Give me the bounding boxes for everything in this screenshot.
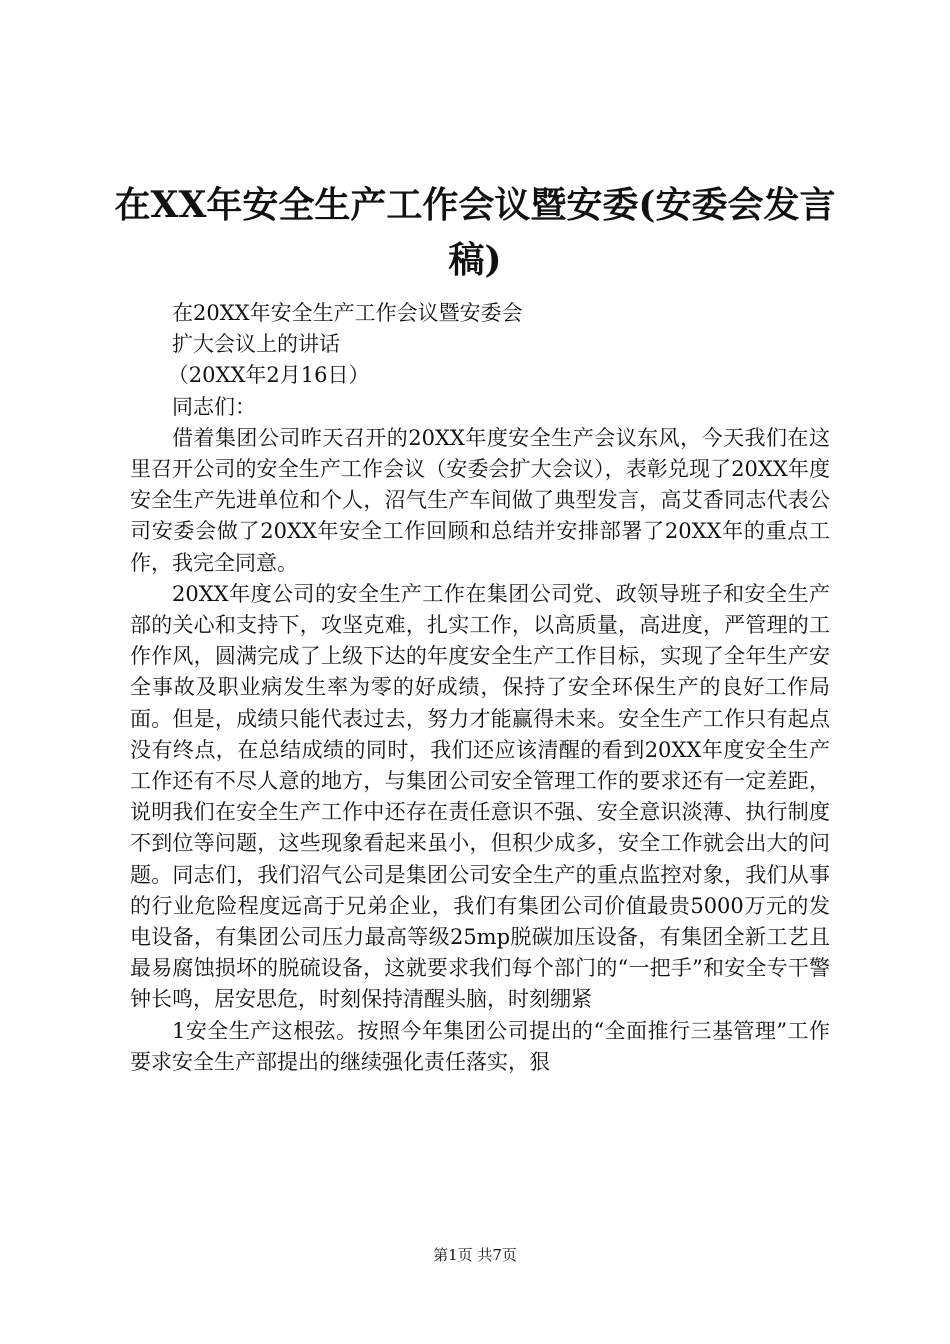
document-body <box>130 298 830 1078</box>
page-number: 第1页 共7页 <box>433 1246 517 1264</box>
heading-line-date: （20XX年2月16日） <box>167 363 370 388</box>
heading-line-event: 在20XX年安全生产工作会议暨安委会 <box>172 301 523 325</box>
heading-line-speech: 扩大会议上的讲话 <box>172 332 340 357</box>
salutation: 同志们： <box>172 394 256 419</box>
document-title: 在XX年安全生产工作会议暨安委(安委会发言稿) <box>114 184 836 281</box>
paragraph: 20XX年度公司的安全生产工作在集团公司党、政领导班子和安全生产部的关心和支持下，攻坚克难，扎实工作，以高质量，高进度，严管理的工作作风，圆满完成了上级下达的年度安全生产工作目标，实现了全年生产安全事故及职业病发生率为零的好成绩，保持了安全环保生产的良好工作局面。但是，成绩只能代表过去，努力才能赢得未来。安全生产工作只有起点没有终点，在总结成绩的同时，我们还应该清醒的看到20XX年度安全生产工作还有不尽人意的地方，与集团公司安全管理工作的要求还有一定差距，说明我们在安全生产工作中还存在责任意识不强、安全意识淡薄、执行制度不到位等问题，这些现象看起来虽小，但积少成多，安全工作就会出大的问题。同志们，我们沼气公司是集团公司安全生产的重点监控对象，我们从事的行业危险程度远高于兄弟企业，我们有集团公司价值最贵5000万元的发电设备，有集团公司压力最高等级25mp脱碳加压设备，有集团全新工艺且最易腐蚀损坏的脱硫设备，这就要求我们每个部门的“一把手”和安全专干警钟长鸣，居安思危，时刻保持清醒头脑，时刻绷紧 <box>130 581 830 1012</box>
paragraph: 1安全生产这根弦。按照今年集团公司提出的“全面推行三基管理”工作要求安全生产部提出的继续强化责任落实，狠 <box>130 1018 830 1074</box>
paragraph: 借着集团公司昨天召开的20XX年度安全生产会议东风，今天我们在这里召开公司的安全生产工作会议（安委会扩大会议），表彰兑现了20XX年度安全生产先进单位和个人，沼气生产车间做了典型发言，高艾香同志代表公司安委会做了20XX年安全工作回顾和总结并安排部署了20XX年的重点工作，我完全同意。 <box>130 425 830 575</box>
